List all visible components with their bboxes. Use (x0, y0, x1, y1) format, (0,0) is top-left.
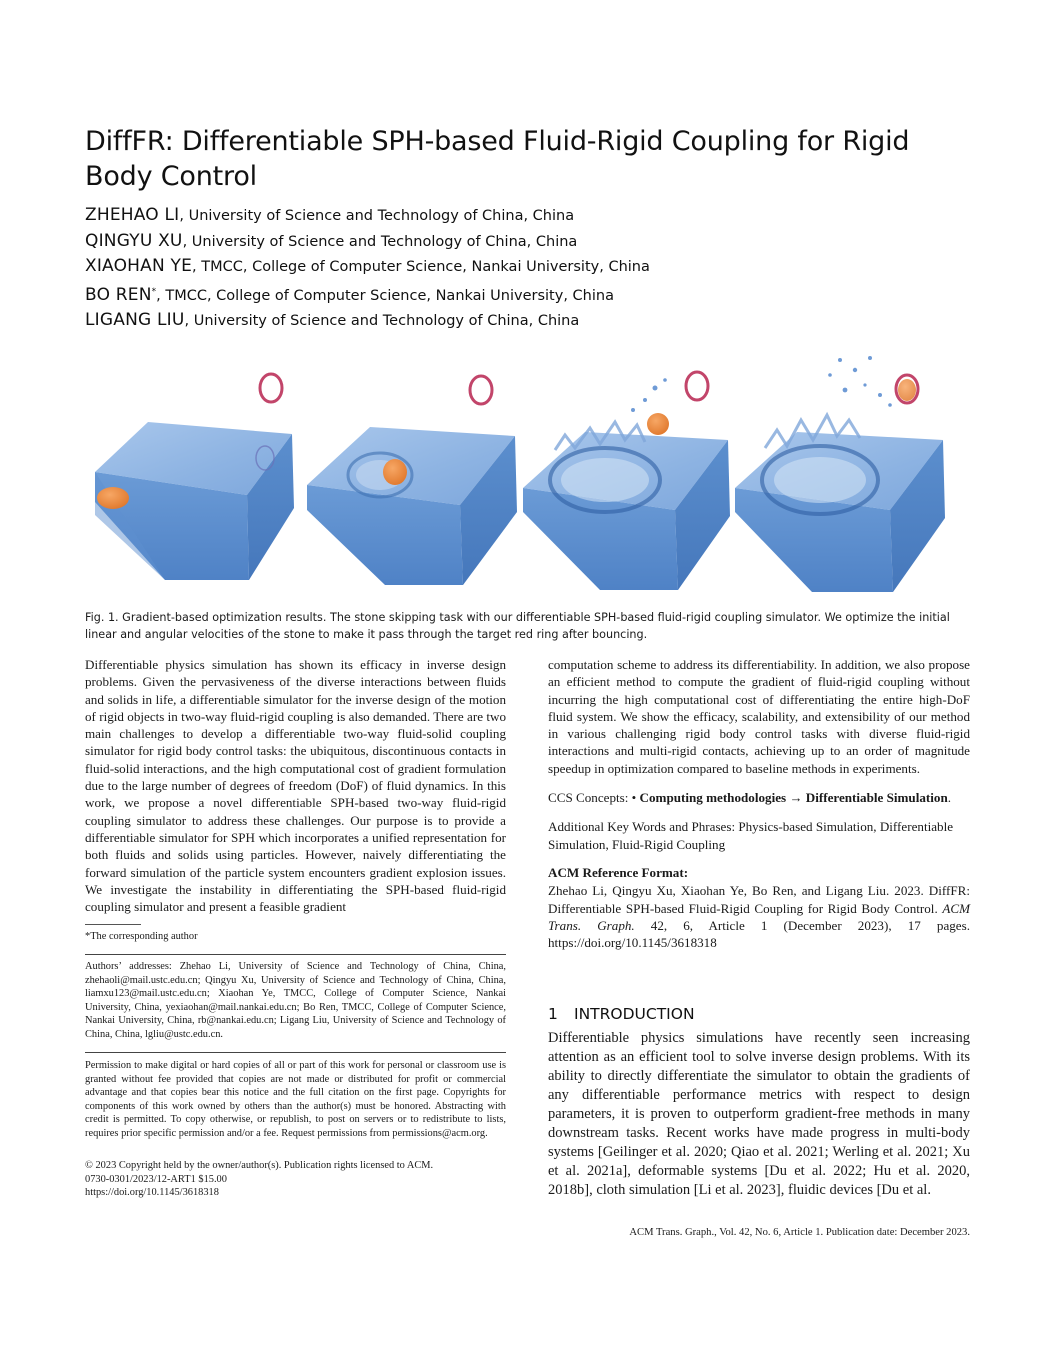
stone-icon (898, 379, 916, 401)
reference-heading: ACM Reference Format: (548, 864, 689, 880)
running-footer: ACM Trans. Graph., Vol. 42, No. 6, Article 1. Publication date: December 2023. (629, 1227, 970, 1238)
corresponding-mark: * (151, 286, 157, 297)
figure-caption: Fig. 1. Gradient-based optimization results. The stone skipping task with our differentiable SPH-based fluid-rigid coupling simulator. We optimize the initial linear and angular velocities of the stone to make it pass through the target red ring after bouncing. (85, 611, 950, 641)
author-line (85, 308, 985, 334)
copyright-line: © 2023 Copyright held by the owner/author(s). Publication rights licensed to ACM. (85, 1160, 434, 1171)
ccs-prefix: CCS Concepts: • (548, 790, 640, 806)
reference-journal: ACM Trans. Graph. (548, 900, 970, 933)
ccs-concept: Computing methodologies → Differentiable Simulation (639, 790, 948, 806)
figure-panel-1 (95, 374, 294, 580)
stone-icon (97, 487, 129, 509)
reference-text: 42, 6, Article 1 (December 2023), 17 pages. https://doi.org/10.1145/3618318 (548, 917, 970, 951)
introduction-paragraph: Differentiable physics simulations have recently seen increasing attention as an efficient tool to solve inverse design problems. With its ability to directly differentiate the simulator to obtain the gradients of any differentiable performance metrics with respect to design parameters, it is proven to outperform gradient-free methods in many downstream tasks. Recent works have made progress in multi-body systems [Geilinger et al. 2020; Qiao et al. 2021; Werling et al. 2021; Xu et al. 2021a], deformable systems [Du et al. 2022; Hu et al. 2020, 2018b], cloth simulation [Li et al. 2023], fluidic devices [Du et al. (548, 1030, 970, 1198)
section-number: 1 (548, 1005, 558, 1023)
stone-icon (647, 413, 669, 435)
target-ring-icon (260, 374, 282, 402)
abstract-paragraph: Differentiable physics simulation has shown its efficacy in inverse design problems. Given the pervasiveness of the diverse interactions between fluids and solids in life, a differentiable simulator for the inverse design of the motion of rigid objects in two-way fluid-rigid coupling is also demanded. There are two main challenges to develop a differentiable two-way fluid-solid coupling simulator for rigid body control tasks: the ubiquitous, discontinuous contacts in fluid-solid interactions, and the high computational cost of gradient formulation due to the large number of degrees of freedom (DoF) of fluid dynamics. In this work, we propose a novel differentiable SPH-based two-way fluid-rigid coupling simulator to address these challenges. Our purpose is to provide a differentiable simulator for SPH which incorporates a unified representation for both fluids and solids using particles. However, naively differentiating the forward simulation of the particle system encounters gradient explosion issues. We investigate the instability in differentiating the SPH-based fluid-rigid coupling simulator and present a feasible gradient (85, 657, 506, 915)
doi-link[interactable]: https://doi.org/10.1145/3618318 (85, 1187, 219, 1198)
section-title: INTRODUCTION (574, 1005, 695, 1023)
reference-format (548, 882, 970, 951)
author-line (85, 254, 985, 280)
permission-notice: Permission to make digital or hard copies of all or part of this work for personal or classroom use is granted without fee provided that copies are not made or distributed for profit or commercial advantage and that copies bear this notice and the full citation on the first page. Copyrights for components of this work owned by others than the author(s) must be honored. Abstracting with credit is permitted. To copy otherwise, or republish, to post on servers or to redistribute to lists, requires prior specific permission and/or a fee. Request permissions from permissions@acm.org. (85, 1060, 506, 1139)
author-affiliation: , University of Science and Technology of China, China (182, 233, 578, 250)
address-rule (85, 954, 506, 955)
author-line (85, 280, 985, 308)
author-line (85, 203, 985, 229)
copyright-block (85, 1159, 506, 1200)
corresponding-author-note: *The corresponding author (85, 931, 198, 942)
author-addresses: Authors’ addresses: Zhehao Li, University of Science and Technology of China, China, zhehaoli@mail.ustc.edu.cn; Qingyu Xu, University of Science and Technology of China, China, liamxu123@mail.ustc.edu.cn; Xiaohan Ye, TMCC, College of Computer Science, Nankai University, China, yexiaohan@mail.nankai.edu.cn; Bo Ren, TMCC, College of Computer Science, Nankai University, China, rb@nankai.edu.cn; Ligang Liu, University of Science and Technology of China, China, lgliu@ustc.edu.cn. (85, 961, 506, 1040)
author-affiliation: , TMCC, College of Computer Science, Nankai University, China (192, 259, 650, 275)
issn-line: 0730-0301/2023/12-ART1 $15.00 (85, 1173, 227, 1185)
author-line (85, 229, 985, 255)
author-affiliation: , University of Science and Technology of China, China (184, 312, 580, 329)
author-list (85, 203, 985, 333)
keywords: Additional Key Words and Phrases: Physics-based Simulation, Differentiable Simulation, Fluid-Rigid Coupling (548, 819, 954, 852)
footnote-rule (85, 924, 141, 925)
author-affiliation: , University of Science and Technology of China, China (179, 208, 575, 224)
section-heading (548, 1005, 970, 1023)
abstract-paragraph: computation scheme to address its differentiability. In addition, we also propose an efficient method to compute the gradient of fluid-rigid coupling without incurring the high computational cost of differentiating the entire high-DoF fluid system. We show the efficacy, scalability, and extensibility of our method in various challenging rigid body control tasks with diverse fluid-rigid interactions and multi-rigid contacts, achieving up to an order of magnitude speedup in optimization compared to baseline methods in experiments. (548, 657, 970, 776)
ccs-concepts (548, 789, 970, 806)
figure-panel-3 (523, 372, 730, 590)
ccs-suffix: . (947, 790, 952, 806)
reference-text: Zhehao Li, Qingyu Xu, Xiaohan Ye, Bo Ren, and Ligang Liu. 2023. DiffFR: Differentiable SPH-based Fluid-Rigid Coupling for Rigid Body Control. (548, 883, 970, 916)
author-name: ZHEHAO LI (85, 205, 180, 225)
target-ring-icon (686, 372, 708, 400)
author-name: BO REN (85, 284, 152, 305)
abstract-left (85, 656, 506, 915)
author-name: XIAOHAN YE (85, 256, 193, 276)
figure-panel-4 (735, 356, 945, 592)
figure-panel-2 (307, 376, 517, 585)
abstract-right (548, 656, 970, 951)
target-ring-icon (470, 376, 492, 404)
permission-rule (85, 1052, 506, 1053)
author-name: QINGYU XU (85, 230, 183, 251)
teaser-figure (85, 340, 970, 602)
author-affiliation: , TMCC, College of Computer Science, Nankai University, China (156, 287, 614, 304)
author-name: LIGANG LIU (85, 309, 185, 330)
paper-title: DiffFR: Differentiable SPH-based Fluid-Rigid Coupling for Rigid Body Control (85, 126, 910, 192)
stone-icon (383, 459, 407, 485)
